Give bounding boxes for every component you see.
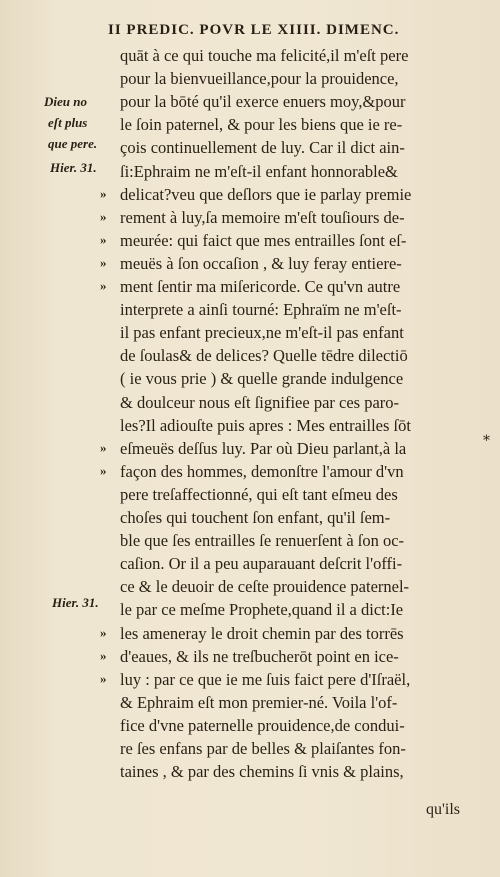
- margin-note-dieu-3: que pere.: [48, 136, 98, 151]
- text-line: caſion. Or il a peu auparauant deſcrit l'offi-: [120, 554, 403, 574]
- text-line: façon des hommes, demonſtre l'amour d'vn: [120, 461, 404, 481]
- text-line: il pas enfant precieux,ne m'eſt-il pas enfant: [120, 323, 404, 343]
- text-line: meurée: qui faict que mes entrailles ſont eſ-: [120, 230, 407, 250]
- quotation-mark: »: [100, 254, 107, 270]
- text-line: le ſoin paternel, & pour les biens que ie re-: [120, 115, 403, 135]
- text-line: fice d'vne paternelle prouidence,de condui-: [120, 715, 405, 735]
- quotation-mark: »: [100, 647, 107, 663]
- text-line: & doulceur nous eſt ſignifiee par ces paro-: [120, 392, 400, 412]
- quotation-mark: »: [100, 670, 107, 686]
- text-line: ce & le deuoir de ceſte prouidence paternel-: [120, 577, 410, 597]
- quotation-mark: »: [100, 624, 107, 640]
- text-line: taines , & par des chemins ſi vnis & plains,: [120, 762, 404, 782]
- quotation-mark: »: [100, 208, 107, 224]
- text-line: pour la bōté qu'il exerce enuers moy,&pour: [120, 92, 406, 112]
- text-line: les ameneray le droit chemin par des torrēs: [120, 623, 404, 643]
- text-line: ( ie vous prie ) & quelle grande indulgence: [120, 369, 404, 389]
- text-line: pere treſaffectionné, qui eſt tant eſmeu des: [120, 484, 398, 504]
- text-line: d'eaues, & ils ne treſbucherōt point en ice-: [120, 646, 399, 666]
- text-line: re ſes enfans par de belles & plaiſantes fon-: [120, 739, 406, 758]
- text-line: meuës à ſon occaſion , & luy feray entiere-: [120, 253, 402, 273]
- text-line: çois continuellement de luy. Car il dict ain-: [120, 138, 405, 158]
- text-line: les?Il adiouſte puis apres : Mes entrailles ſōt: [120, 415, 411, 435]
- text-line: pour la bienvueillance,pour la prouidence,: [120, 69, 399, 89]
- margin-asterisk: *: [483, 433, 490, 449]
- catchword: qu'ils: [426, 801, 460, 818]
- text-line: ment ſentir ma miſericorde. Ce qu'vn autre: [120, 277, 401, 296]
- text-line: ble que ſes entrailles ſe renuerſent à ſon oc-: [120, 531, 405, 551]
- text-line: rement à luy,ſa memoire m'eſt touſiours de-: [120, 207, 405, 227]
- text-line: le par ce meſme Prophete,quand il a dict:Ie: [120, 600, 404, 620]
- margin-note-dieu-2: eſt plus: [48, 115, 88, 130]
- text-line: de ſoulas& de delices? Quelle tēdre dilectiō: [120, 346, 408, 366]
- quotation-mark: »: [100, 278, 107, 293]
- text-line: & Ephraim eſt mon premier-né. Voila l'of-: [120, 692, 398, 712]
- text-line: delicat?veu que deſlors que ie parlay premie: [120, 184, 412, 204]
- text-line: luy : par ce que ie me ſuis faict pere d'Iſraël,: [120, 669, 411, 689]
- margin-ref-hier-31b: Hier. 31.: [52, 595, 99, 610]
- quotation-mark: »: [100, 439, 107, 455]
- text-line: quāt à ce qui touche ma felicité,il m'eſt pere: [120, 46, 409, 65]
- margin-ref-hier-31: Hier. 31.: [50, 160, 97, 175]
- running-header: II PREDIC. POVR LE XIIII. DIMENC.: [108, 22, 400, 38]
- text-line: ſi:Ephraim ne m'eſt-il enfant honnorable&: [120, 161, 398, 181]
- text-line: choſes qui touchent ſon enfant, qu'il ſem-: [120, 508, 391, 527]
- margin-note-dieu-1: Dieu no: [44, 94, 87, 109]
- quotation-mark: »: [100, 462, 107, 478]
- text-line: interprete a ainſi tourné: Ephraïm ne m'eſt-: [120, 300, 402, 320]
- text-line: eſmeuës deſſus luy. Par où Dieu parlant,à la: [120, 438, 407, 458]
- quotation-mark: »: [100, 231, 107, 247]
- quotation-mark: »: [100, 185, 107, 201]
